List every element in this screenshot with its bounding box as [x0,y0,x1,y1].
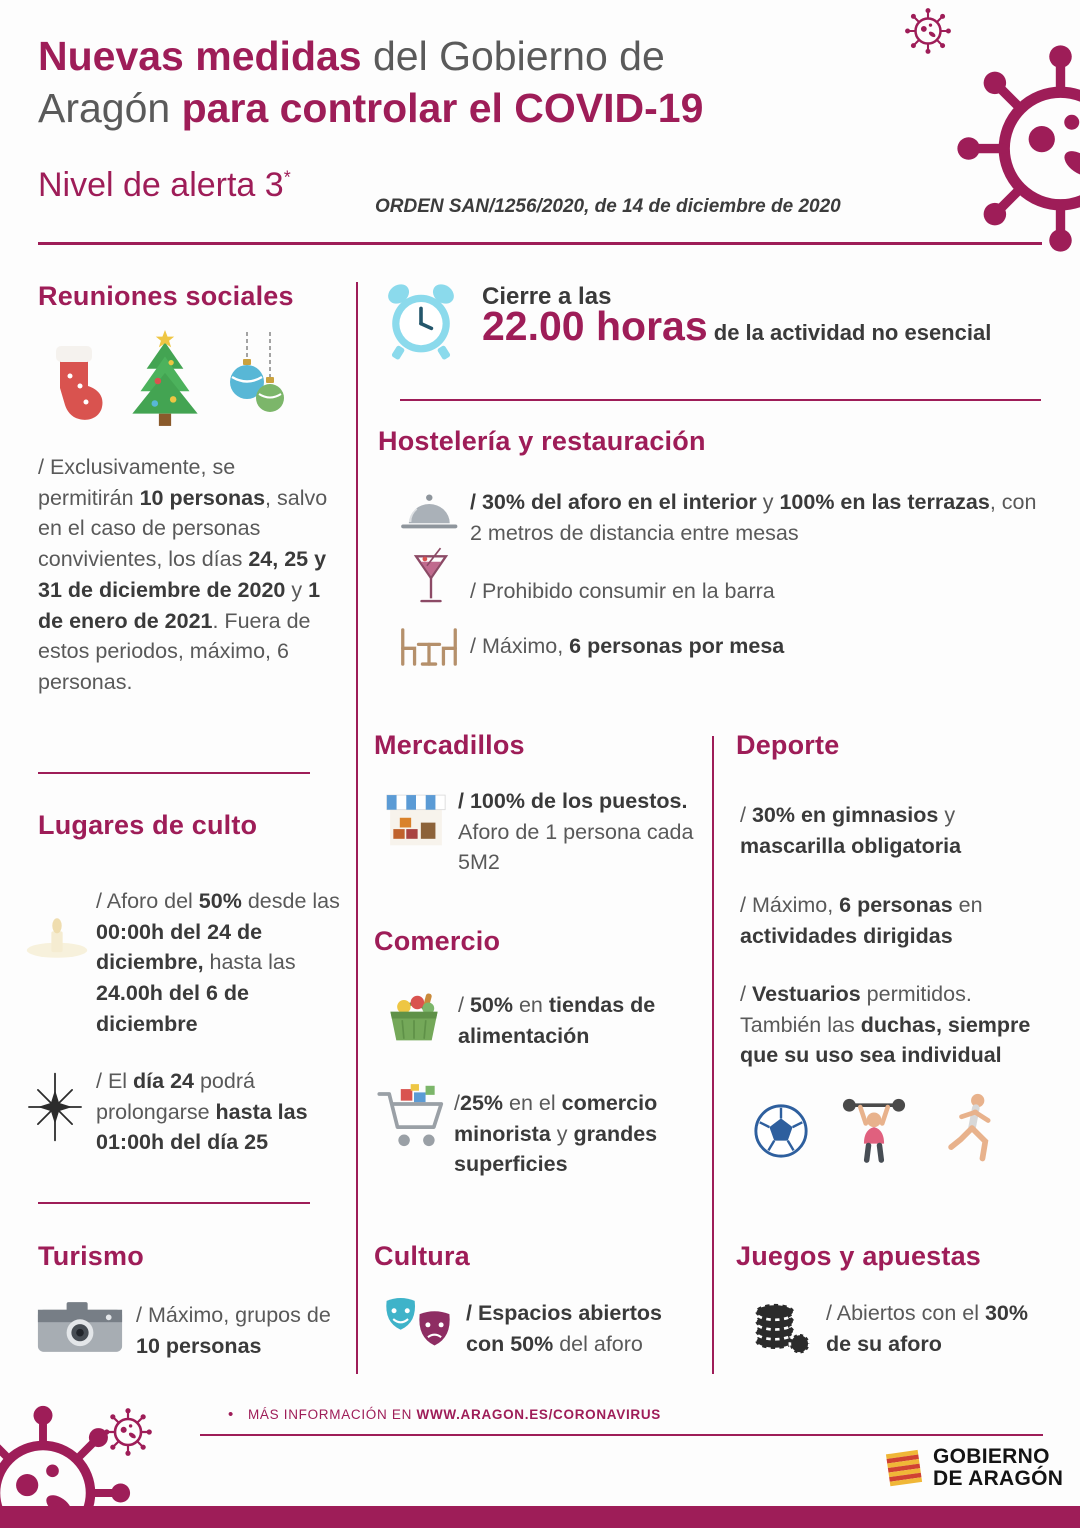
page-title [38,30,703,135]
reuniones-body: / Exclusivamente, se permitirán 10 personas, salvo en el caso de personas convivientes, los días 24, 25 y 31 de diciembre de 2020 y 1 de enero de 2021. Fuera de estos periodos, máximo, 6 personas. [38,455,328,695]
aragon-logo [882,1446,1063,1491]
baubles-icon [220,332,290,427]
alarm-clock-icon [381,280,461,364]
header-divider [38,242,1042,245]
title-accent-2: para controlar el COVID-19 [181,85,704,132]
alert-level [38,166,291,205]
camera-icon [36,1296,124,1356]
logo-line-2: DE ARAGÓN [933,1467,1064,1491]
section-title-reuniones: Reuniones sociales [38,281,294,311]
shopping-cart-icon [376,1084,452,1152]
mercadillos-item: / 100% de los puestos. Aforo de 1 persona cada 5M2 [458,789,694,875]
section-title-deporte: Deporte [736,730,840,760]
hosteleria-item-3: / Máximo, 6 personas por mesa [470,634,785,658]
deporte-item-2: / Máximo, 6 personas en actividades dirigidas [740,893,983,948]
poker-chips-icon [750,1294,812,1358]
food-basket-icon [382,986,446,1046]
vertical-divider-1 [356,282,358,1374]
deporte-item-1: / 30% en gimnasios y mascarilla obligatoria [740,803,962,858]
section-title-hosteleria: Hostelería y restauración [378,426,706,456]
stocking-icon [42,336,106,426]
christmas-tree-icon [126,328,204,430]
bottom-bar [0,1506,1080,1528]
section-title-comercio: Comercio [374,926,501,956]
info-prefix: MÁS INFORMACIÓN EN [247,1407,417,1422]
section-title-cultura: Cultura [374,1241,470,1271]
theater-masks-icon [380,1294,456,1354]
running-icon [944,1092,1000,1168]
closure-intro: Cierre a las [482,283,612,310]
footer-info [228,1406,661,1423]
hosteleria-item-2: / Prohibido consumir en la barra [470,579,775,603]
closure-suffix: de la actividad no esencial [707,320,992,345]
section-title-turismo: Turismo [38,1241,144,1271]
title-plain-1: del Gobierno de [361,33,665,79]
section-title-mercadillos: Mercadillos [374,730,525,760]
lugares-item-1: / Aforo del 50% desde las 00:00h del 24 de diciembre, hasta las 24.00h del 6 de diciembre [96,889,340,1036]
virus-icon-large-top [948,36,1080,261]
comercio-item-2: /25% en el comercio minorista y grandes superficies [454,1091,658,1177]
serving-dish-icon [396,490,460,536]
star-icon [24,1072,86,1142]
alert-asterisk: * [283,167,291,188]
candle-icon [24,916,90,960]
vertical-divider-2 [712,736,714,1374]
virus-icon-small-top [903,6,953,56]
alert-level-text: Nivel de alerta 3 [38,166,284,204]
closure-line [482,303,991,350]
logo-line-1: GOBIERNO [933,1445,1050,1468]
order-reference: ORDEN SAN/1256/2020, de 14 de diciembre de 2020 [375,196,841,217]
weightlifting-icon [842,1092,906,1166]
footer-divider [200,1434,1043,1436]
comercio-item-1: / 50% en tiendas de alimentación [458,993,656,1048]
market-stall-icon [382,790,450,852]
cultura-item: / Espacios abiertos con 50% del aforo [466,1301,662,1356]
left-divider-1 [38,772,310,774]
turismo-item: / Máximo, grupos de 10 personas [136,1303,331,1358]
title-plain-2: Aragón [38,85,182,132]
cocktail-icon [412,542,450,614]
deporte-item-3: / Vestuarios permitidos. También las duchas, siempre que su uso sea individual [740,982,1031,1068]
closure-divider [400,399,1041,401]
closure-time: 22.00 horas [482,303,708,349]
table-and-chairs-icon [396,626,462,668]
left-divider-2 [38,1202,310,1204]
aragon-logo-text [933,1446,1063,1491]
bullet-icon: • [228,1406,234,1423]
soccer-ball-icon [752,1102,810,1160]
virus-icon-small-bottom [102,1406,154,1458]
title-accent-1: Nuevas medidas [38,33,362,79]
hosteleria-item-1: / 30% del aforo en el interior y 100% en las terrazas, con 2 metros de distancia entre mesas [470,490,1037,545]
juegos-item: / Abiertos con el 30% de su aforo [826,1301,1028,1356]
section-title-juegos: Juegos y apuestas [736,1241,982,1271]
lugares-item-2: / El día 24 podrá prolongarse hasta las 01:00h del día 25 [96,1069,308,1155]
aragon-flag-icon [882,1446,926,1490]
info-url: WWW.ARAGON.ES/CORONAVIRUS [416,1407,662,1422]
section-title-lugares-de-culto: Lugares de culto [38,810,258,840]
